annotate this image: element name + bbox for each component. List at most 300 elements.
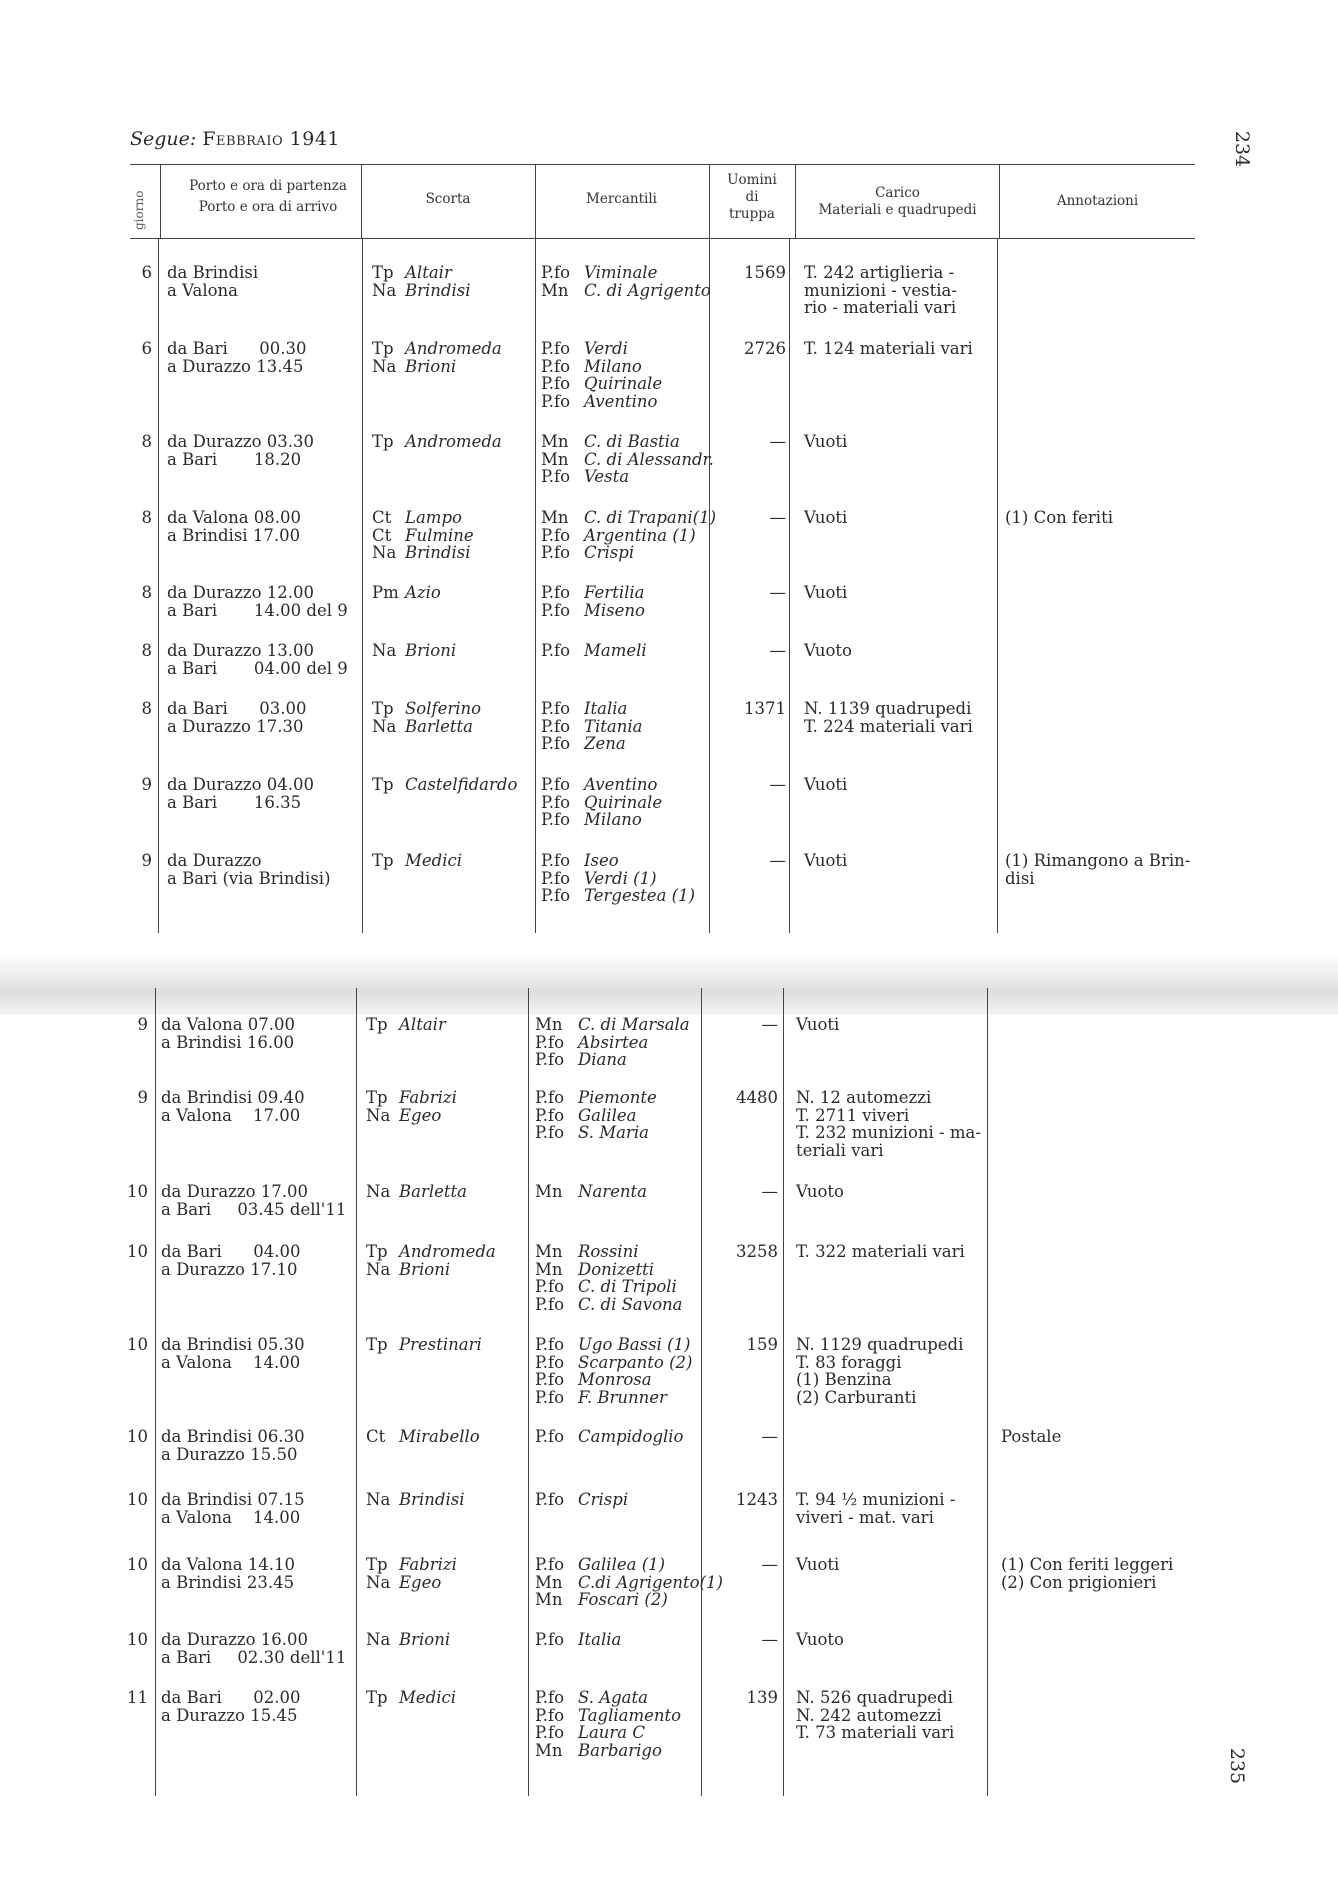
merchant-ship: Scarpanto (2) — [578, 1352, 693, 1372]
merchant-ship: S. Maria — [578, 1123, 649, 1143]
troops-cell: 159 — [746, 1335, 778, 1354]
merchant-ship: Verdi (1) — [584, 868, 657, 888]
day-cell: 10 — [127, 1427, 148, 1446]
day-cell: 11 — [127, 1688, 148, 1707]
merchant-type: P.fo — [541, 339, 571, 358]
merchant-ship: C. di Bastia — [584, 432, 680, 451]
escort-ship: Azio — [405, 583, 441, 602]
cargo-line: T. 94 ½ munizioni - — [796, 1490, 956, 1509]
route-line: a Durazzo 17.10 — [161, 1259, 298, 1279]
merchant-type: P.fo — [535, 1050, 565, 1070]
escort-type: Ct — [366, 1427, 386, 1446]
escort-type: Na — [366, 1105, 391, 1125]
troops-cell: — — [769, 851, 786, 870]
header-rule-top — [130, 164, 1195, 165]
day-cell: 8 — [141, 508, 152, 527]
col-line — [789, 238, 790, 933]
cargo-line: (1) Benzina — [796, 1370, 892, 1390]
header-sep — [361, 165, 362, 238]
merchant-type: Mn — [541, 508, 569, 527]
merchant-type: P.fo — [535, 1032, 565, 1052]
escort-type: Na — [366, 1490, 391, 1509]
escort-ship: Solferino — [405, 699, 482, 718]
day-cell: 10 — [127, 1555, 148, 1574]
cargo-line: (2) Carburanti — [796, 1388, 917, 1408]
merchant-type: P.fo — [541, 792, 571, 812]
route-line: da Brindisi 07.15 — [161, 1490, 305, 1509]
annotation-line: (1) Con feriti — [1005, 508, 1113, 527]
merchant-type: P.fo — [535, 1352, 565, 1372]
merchant-type: P.fo — [535, 1370, 565, 1390]
merchant-type: Mn — [541, 449, 569, 469]
route-line: a Valona — [167, 280, 238, 300]
day-cell: 10 — [127, 1335, 148, 1354]
cargo-line: Vuoti — [804, 851, 848, 870]
escort-ship: Fabrizi — [399, 1555, 457, 1574]
merchant-ship: S. Agata — [578, 1688, 648, 1707]
col-line — [356, 988, 357, 1796]
cargo-line: Vuoto — [796, 1630, 844, 1649]
escort-ship: Fabrizi — [399, 1088, 457, 1107]
merchant-type: P.fo — [535, 1723, 565, 1743]
merchant-ship: Laura C — [578, 1723, 646, 1743]
merchant-ship: Miseno — [584, 600, 645, 620]
troops-cell: — — [769, 432, 786, 451]
troops-cell: — — [769, 641, 786, 660]
route-line: a Brindisi 16.00 — [161, 1032, 295, 1052]
header-uomini-2: di — [745, 189, 759, 205]
merchant-type: P.fo — [541, 886, 571, 906]
escort-ship: Brioni — [399, 1259, 451, 1279]
col-line — [987, 988, 988, 1796]
escort-type: Tp — [366, 1688, 388, 1707]
merchant-type: P.fo — [541, 525, 571, 545]
header-uomini-1: Uomini — [727, 172, 777, 188]
month-label: Febbraio 1941 — [202, 128, 341, 150]
cargo-line: Vuoti — [796, 1015, 840, 1034]
header-carico-2: Materiali e quadrupedi — [818, 202, 977, 218]
merchant-ship: Titania — [584, 716, 643, 736]
merchant-ship: Absirtea — [578, 1032, 649, 1052]
col-line — [701, 988, 702, 1796]
escort-type: Tp — [372, 339, 394, 358]
escort-ship: Medici — [405, 851, 463, 870]
route-line: da Brindisi 06.30 — [161, 1427, 305, 1446]
escort-ship: Prestinari — [399, 1335, 482, 1354]
merchant-ship: Fertilia — [584, 583, 645, 602]
merchant-ship: Quirinale — [584, 792, 663, 812]
page-fold — [0, 955, 1338, 1015]
escort-type: Na — [366, 1572, 391, 1592]
merchant-type: P.fo — [541, 600, 571, 620]
merchant-ship: C. di Agrigento — [584, 280, 711, 300]
merchant-ship: Ugo Bassi (1) — [578, 1335, 691, 1354]
escort-type: Tp — [366, 1335, 388, 1354]
troops-cell: — — [761, 1427, 778, 1446]
escort-type: Na — [372, 280, 397, 300]
cargo-line: N. 526 quadrupedi — [796, 1688, 953, 1707]
cargo-line: T. 242 artiglieria - — [804, 263, 955, 282]
merchant-ship: Viminale — [584, 263, 658, 282]
merchant-type: P.fo — [541, 374, 571, 394]
cargo-line: N. 1129 quadrupedi — [796, 1335, 964, 1354]
merchant-type: P.fo — [541, 467, 571, 487]
escort-type: Tp — [372, 775, 394, 794]
escort-type: Pm — [372, 583, 399, 602]
merchant-type: P.fo — [535, 1630, 565, 1649]
merchant-ship: Crispi — [578, 1490, 629, 1509]
merchant-ship: Mameli — [584, 641, 647, 660]
header-rule-bottom — [130, 238, 1195, 239]
route-line: da Valona 08.00 — [167, 508, 302, 527]
escort-ship: Andromeda — [405, 432, 502, 451]
merchant-type: Mn — [535, 1259, 563, 1279]
header-annotazioni: Annotazioni — [1056, 193, 1139, 209]
route-line: a Durazzo 13.45 — [167, 356, 304, 376]
merchant-type: P.fo — [541, 699, 571, 718]
merchant-type: P.fo — [535, 1490, 565, 1509]
cargo-line: viveri - mat. vari — [796, 1507, 934, 1527]
troops-cell: — — [761, 1555, 778, 1574]
day-cell: 9 — [137, 1088, 148, 1107]
escort-type: Tp — [372, 699, 394, 718]
day-cell: 9 — [141, 775, 152, 794]
route-line: da Durazzo 03.30 — [167, 432, 315, 451]
merchant-type: P.fo — [541, 543, 571, 563]
header-carico — [795, 185, 1000, 219]
merchant-type: P.fo — [541, 392, 571, 412]
day-cell: 9 — [141, 851, 152, 870]
route-line: a Durazzo 15.45 — [161, 1705, 298, 1725]
merchant-type: P.fo — [535, 1388, 565, 1408]
route-line: a Valona 17.00 — [161, 1105, 301, 1125]
merchant-type: Mn — [535, 1015, 563, 1034]
troops-cell: 1371 — [744, 699, 786, 718]
merchant-ship: Aventino — [584, 775, 658, 794]
route-line: da Durazzo 16.00 — [161, 1630, 309, 1649]
escort-type: Tp — [372, 851, 394, 870]
merchant-type: P.fo — [541, 734, 571, 754]
escort-ship: Brindisi — [405, 280, 471, 300]
day-cell: 8 — [141, 583, 152, 602]
escort-type: Ct — [372, 508, 392, 527]
route-line: da Durazzo 12.00 — [167, 583, 315, 602]
escort-ship: Mirabello — [399, 1427, 480, 1446]
escort-type: Na — [366, 1630, 391, 1649]
merchant-ship: Tagliamento — [578, 1705, 682, 1725]
merchant-type: P.fo — [535, 1427, 565, 1446]
route-line: a Bari 14.00 del 9 — [167, 600, 348, 620]
route-line: da Bari 04.00 — [161, 1242, 301, 1261]
merchant-ship: C. di Tripoli — [578, 1277, 677, 1297]
col-line — [528, 988, 529, 1796]
merchant-ship: Milano — [584, 356, 642, 376]
day-cell: 6 — [141, 339, 152, 358]
escort-ship: Brioni — [405, 356, 457, 376]
merchant-ship: Crispi — [584, 543, 635, 563]
route-line: a Durazzo 17.30 — [167, 716, 304, 736]
merchant-ship: C. di Marsala — [578, 1015, 690, 1034]
escort-ship: Egeo — [399, 1572, 442, 1592]
escort-ship: Castelfidardo — [405, 775, 518, 794]
col-line — [155, 988, 156, 1796]
escort-ship: Andromeda — [405, 339, 502, 358]
escort-type: Tp — [366, 1242, 388, 1261]
merchant-type: P.fo — [541, 356, 571, 376]
merchant-ship: Diana — [578, 1050, 627, 1070]
route-line: a Bari 04.00 del 9 — [167, 658, 348, 678]
merchant-ship: Campidoglio — [578, 1427, 684, 1446]
cargo-line: Vuoto — [796, 1182, 844, 1201]
escort-type: Na — [372, 543, 397, 563]
troops-cell: — — [769, 508, 786, 527]
escort-ship: Brindisi — [399, 1490, 465, 1509]
annotation-line: (1) Con feriti leggeri — [1001, 1555, 1174, 1574]
cargo-line: teriali vari — [796, 1141, 884, 1161]
cargo-line: N. 1139 quadrupedi — [804, 699, 972, 718]
troops-cell: 4480 — [736, 1088, 778, 1107]
escort-type: Tp — [366, 1015, 388, 1034]
route-line: da Brindisi — [167, 263, 259, 282]
escort-ship: Barletta — [405, 716, 473, 736]
merchant-ship: Italia — [584, 699, 628, 718]
header-uomini — [710, 172, 794, 223]
route-line: a Valona 14.00 — [161, 1507, 301, 1527]
route-line: a Valona 14.00 — [161, 1352, 301, 1372]
route-line: a Bari 18.20 — [167, 449, 302, 469]
route-line: a Durazzo 15.50 — [161, 1444, 298, 1464]
cargo-line: Vuoti — [804, 508, 848, 527]
merchant-type: P.fo — [541, 868, 571, 888]
header-scorta: Scorta — [425, 191, 471, 207]
merchant-ship: C. di Alessandr. — [584, 449, 714, 469]
header-porto-arrivo: Porto e ora di arrivo — [198, 199, 338, 215]
merchant-type: P.fo — [541, 583, 571, 602]
merchant-type: P.fo — [541, 716, 571, 736]
merchant-ship: Piemonte — [578, 1088, 657, 1107]
day-cell: 8 — [141, 641, 152, 660]
merchant-type: P.fo — [535, 1688, 565, 1707]
merchant-type: P.fo — [535, 1123, 565, 1143]
col-line — [158, 238, 159, 933]
merchant-ship: C. di Trapani(1) — [584, 508, 717, 527]
merchant-type: P.fo — [541, 641, 571, 660]
day-cell: 8 — [141, 699, 152, 718]
day-cell: 10 — [127, 1182, 148, 1201]
route-line: da Bari 03.00 — [167, 699, 307, 718]
annotation-line: (2) Con prigionieri — [1001, 1572, 1157, 1592]
troops-cell: 1243 — [736, 1490, 778, 1509]
escort-ship: Egeo — [399, 1105, 442, 1125]
route-line: da Valona 07.00 — [161, 1015, 296, 1034]
cargo-line: Vuoti — [804, 432, 848, 451]
day-cell: 8 — [141, 432, 152, 451]
escort-type: Tp — [366, 1555, 388, 1574]
cargo-line: Vuoti — [804, 775, 848, 794]
day-cell: 10 — [127, 1242, 148, 1261]
merchant-ship: Tergestea (1) — [584, 886, 696, 906]
day-cell: 10 — [127, 1490, 148, 1509]
troops-cell: — — [761, 1015, 778, 1034]
cargo-line: T. 232 munizioni - ma- — [796, 1123, 981, 1143]
merchant-ship: Zena — [584, 734, 626, 754]
cargo-line: T. 73 materiali vari — [796, 1723, 955, 1743]
escort-type: Na — [372, 641, 397, 660]
merchant-ship: Quirinale — [584, 374, 663, 394]
escort-ship: Lampo — [405, 508, 462, 527]
header-carico-1: Carico — [875, 185, 920, 201]
merchant-type: Mn — [541, 280, 569, 300]
merchant-type: Mn — [541, 432, 569, 451]
cargo-line: N. 242 automezzi — [796, 1705, 942, 1725]
escort-ship: Altair — [405, 263, 452, 282]
escort-ship: Brioni — [399, 1630, 451, 1649]
escort-type: Na — [366, 1182, 391, 1201]
header-sep — [535, 165, 536, 238]
troops-cell: 3258 — [736, 1242, 778, 1261]
route-line: da Bari 02.00 — [161, 1688, 301, 1707]
merchant-type: P.fo — [541, 810, 571, 830]
merchant-ship: F. Brunner — [578, 1388, 667, 1408]
header-sep — [709, 165, 710, 238]
header-sep — [999, 165, 1000, 238]
merchant-ship: C.di Agrigento(1) — [578, 1572, 723, 1592]
page-number-top: 234 — [1231, 130, 1254, 168]
merchant-ship: Monrosa — [578, 1370, 652, 1390]
merchant-type: P.fo — [541, 851, 571, 870]
header-mercantili: Mercantili — [586, 191, 657, 207]
escort-ship: Barletta — [399, 1182, 467, 1201]
cargo-line: T. 124 materiali vari — [804, 339, 973, 358]
merchant-ship: Rossini — [578, 1242, 639, 1261]
annotation-line: (1) Rimangono a Brin- — [1005, 851, 1191, 870]
cargo-line: T. 322 materiali vari — [796, 1242, 965, 1261]
escort-type: Tp — [366, 1088, 388, 1107]
merchant-ship: Aventino — [584, 392, 658, 412]
merchant-ship: Verdi — [584, 339, 628, 358]
day-cell: 9 — [137, 1015, 148, 1034]
col-line — [362, 238, 363, 933]
route-line: da Durazzo 13.00 — [167, 641, 315, 660]
escort-ship: Medici — [399, 1688, 457, 1707]
route-line: da Valona 14.10 — [161, 1555, 296, 1574]
route-line: a Bari 02.30 dell'11 — [161, 1647, 347, 1667]
merchant-ship: Galilea — [578, 1105, 637, 1125]
escort-ship: Brioni — [405, 641, 457, 660]
escort-type: Tp — [372, 263, 394, 282]
route-line: da Durazzo — [167, 851, 262, 870]
cargo-line: T. 2711 viveri — [796, 1105, 910, 1125]
merchant-ship: Donizetti — [578, 1259, 655, 1279]
col-line — [783, 988, 784, 1796]
page-number-bottom: 235 — [1226, 1747, 1249, 1785]
merchant-type: Mn — [535, 1590, 563, 1610]
route-line: da Brindisi 09.40 — [161, 1088, 305, 1107]
route-line: da Bari 00.30 — [167, 339, 307, 358]
troops-cell: — — [761, 1630, 778, 1649]
troops-cell: — — [761, 1182, 778, 1201]
merchant-type: P.fo — [535, 1335, 565, 1354]
escort-type: Tp — [372, 432, 394, 451]
escort-ship: Brindisi — [405, 543, 471, 563]
escort-ship: Andromeda — [399, 1242, 496, 1261]
merchant-type: P.fo — [535, 1105, 565, 1125]
header-uomini-3: truppa — [729, 206, 775, 222]
merchant-ship: Galilea (1) — [578, 1555, 666, 1574]
route-line: a Brindisi 17.00 — [167, 525, 301, 545]
cargo-line: munizioni - vestia- — [804, 280, 957, 300]
annotation-line: Postale — [1001, 1427, 1062, 1446]
header-porto — [168, 178, 368, 216]
merchant-type: Mn — [535, 1182, 563, 1201]
merchant-ship: Narenta — [578, 1182, 648, 1201]
route-line: a Bari 16.35 — [167, 792, 302, 812]
troops-cell: — — [769, 583, 786, 602]
merchant-ship: Vesta — [584, 467, 630, 487]
merchant-ship: Argentina (1) — [584, 525, 696, 545]
cargo-line: N. 12 automezzi — [796, 1088, 932, 1107]
escort-type: Na — [366, 1259, 391, 1279]
merchant-ship: Italia — [578, 1630, 622, 1649]
merchant-ship: Iseo — [584, 851, 619, 870]
cargo-line: T. 83 foraggi — [796, 1352, 902, 1372]
cargo-line: Vuoti — [796, 1555, 840, 1574]
escort-ship: Fulmine — [405, 525, 474, 545]
route-line: a Bari (via Brindisi) — [167, 868, 331, 888]
escort-type: Ct — [372, 525, 392, 545]
header-giorno: giorno — [132, 190, 146, 230]
header-porto-partenza: Porto e ora di partenza — [189, 178, 347, 194]
merchant-type: Mn — [535, 1242, 563, 1261]
cargo-line: Vuoto — [804, 641, 852, 660]
merchant-type: P.fo — [535, 1555, 565, 1574]
route-line: da Brindisi 05.30 — [161, 1335, 305, 1354]
merchant-type: P.fo — [535, 1295, 565, 1315]
merchant-type: P.fo — [541, 775, 571, 794]
col-line — [997, 238, 998, 933]
troops-cell: 2726 — [744, 339, 786, 358]
troops-cell: 1569 — [744, 263, 786, 282]
merchant-ship: Milano — [584, 810, 642, 830]
route-line: a Bari 03.45 dell'11 — [161, 1199, 347, 1219]
merchant-type: P.fo — [535, 1277, 565, 1297]
cargo-line: rio - materiali vari — [804, 298, 957, 318]
merchant-type: P.fo — [535, 1705, 565, 1725]
day-cell: 10 — [127, 1630, 148, 1649]
col-line — [535, 238, 536, 933]
day-cell: 6 — [141, 263, 152, 282]
route-line: da Durazzo 04.00 — [167, 775, 315, 794]
merchant-type: P.fo — [535, 1088, 565, 1107]
annotation-line: disi — [1005, 868, 1035, 888]
troops-cell: — — [769, 775, 786, 794]
header-sep — [795, 165, 796, 238]
cargo-line: T. 224 materiali vari — [804, 716, 973, 736]
merchant-ship: Foscari (2) — [578, 1590, 668, 1610]
col-line — [709, 238, 710, 933]
troops-cell: 139 — [746, 1688, 778, 1707]
merchant-ship: Barbarigo — [578, 1741, 662, 1761]
merchant-type: P.fo — [541, 263, 571, 282]
route-line: da Durazzo 17.00 — [161, 1182, 309, 1201]
escort-ship: Altair — [399, 1015, 446, 1034]
merchant-type: Mn — [535, 1741, 563, 1761]
escort-type: Na — [372, 356, 397, 376]
header-sep — [160, 165, 161, 238]
segue-label: Segue: — [130, 128, 197, 150]
escort-type: Na — [372, 716, 397, 736]
merchant-type: Mn — [535, 1572, 563, 1592]
